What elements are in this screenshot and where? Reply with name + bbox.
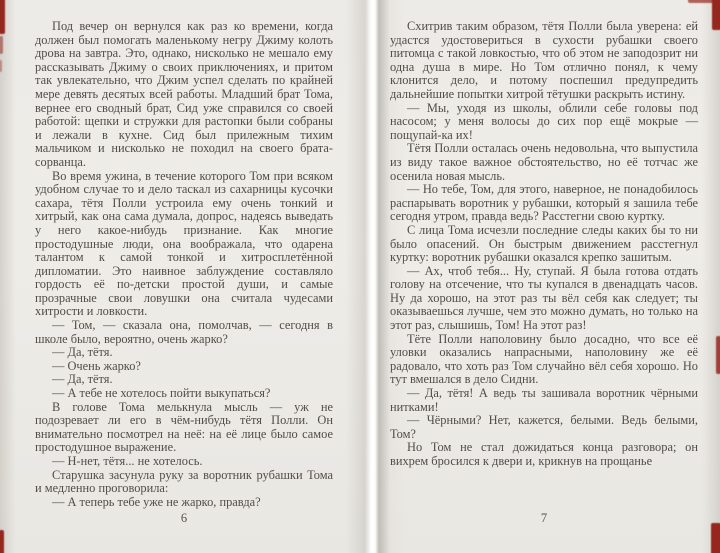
paragraph: Старушка засунула руку за воротник рубашки Тома и медленно проговорила:	[35, 467, 333, 496]
left-page-text	[35, 20, 333, 509]
paragraph: Во время ужина, в течение которого Том при всяком удобном случае то и дело таскал из сахарницы кусочки сахара, тётя Полли устроила ему очень тонкий и хитрый, как она сама думала, допрос, надеясь выведать у него какое-нибудь признание. Как многие простодушные люди, она воображала, что одарена талантом к самой тонкой и хитросплетённой дипломатии. Это наивное заблуждение составляло гордость её по-детски простой души, и самые прозрачные свои ловушки она считала чудесами хитрости и ловкости.	[35, 168, 333, 319]
paragraph: С лица Тома исчезли последние следы каких бы то ни было опасений. Он быстрым движением расстегнул куртку: воротник рубашки оказался крепко зашитым.	[390, 222, 698, 265]
paragraph: — Да, тётя.	[52, 345, 113, 360]
cover-edge-mark-bottom-right	[711, 523, 720, 553]
cover-edge-mark-bottom-left	[0, 530, 4, 553]
cover-edge-mark-top-right	[712, 0, 720, 30]
cover-edge-mark-left-1	[0, 36, 3, 54]
cover-edge-mark-right-middle	[716, 336, 720, 374]
paragraph: — А теперь тебе уже не жарко, правда?	[52, 494, 261, 509]
paragraph: — Но тебе, Том, для этого, наверное, не понадобилось распарывать воротник у рубашки, который я зашила тебе сегодня утром, правда ведь? Расстегни свою куртку.	[390, 182, 698, 224]
paragraph: — Ах, чтоб тебя... Ну, ступай. Я была готова отдать голову на отсечение, что ты купался в двенадцать часов. Ну да хорошо, на этот раз ты вёл себя как следует; ты оказываешься лучше, чем это можно думать, но только на этот раз, слышишь, Том! На этот раз!	[390, 263, 698, 333]
paragraph: — Н-нет, тётя... не хотелось.	[52, 454, 203, 468]
paragraph: Но Том не стал дожидаться конца разговора; он вихрем бросился к двери и, крикнув на прощанье	[390, 440, 698, 468]
right-page-number: 7	[540, 511, 548, 525]
paragraph: — Чёрными? Нет, кажется, белыми. Ведь белыми, Том?	[390, 413, 698, 441]
paragraph: — А тебе не хотелось пойти выкупаться?	[52, 386, 271, 401]
cover-edge-mark-top-left	[0, 0, 5, 34]
cover-edge-mark-top-edge	[688, 0, 720, 3]
paragraph: — Мы, уходя из школы, облили себе головы под насосом; у меня волосы до сих пор ещё мокрые — пощупай-ка их!	[390, 100, 698, 142]
paragraph: Схитрив таким образом, тётя Полли была уверена: ей удастся удостовериться в сухости рубашки своего питомца с такой ловкостью, что об этом не заподозрит ни одна душа в мире. Но Том отлично понял, к чему клонится дело, и потому поспешил предупредить дальнейшие попытки хитрой тётушки раскрыть истину.	[390, 19, 698, 101]
paragraph: — Очень жарко?	[52, 358, 141, 373]
left-page-number: 6	[180, 511, 188, 525]
paragraph: — Да, тётя.	[52, 372, 113, 387]
right-page-text	[390, 20, 698, 469]
paragraph: Под вечер он вернулся как раз ко времени, когда должен был помогать маленькому негру Джиму колоть дрова на завтра. Это, однако, нисколько не мешало ему рассказывать Джиму о своих приключениях, и притом так увлекательно, что Джим успел сделать по крайней мере девять десятых всей работы. Младший брат Тома, вернее его сводный брат, Сид уже справился со своей работой: щепки и стружки для растопки были собраны и лежали в кухне. Сид был прилежным тихим мальчиком и нисколько не походил на своего брата-сорванца.	[35, 19, 333, 169]
paragraph: — Да, тётя! А ведь ты зашивала воротник чёрными нитками!	[390, 386, 698, 414]
paragraph: В голове Тома мелькнула мысль — уж не подозревает ли его в чём-нибудь тётя Полли. Он внимательно посмотрел на неё: на её лице было самое простодушное выражение.	[35, 399, 333, 455]
paragraph: Тёте Полли наполовину было досадно, что все её уловки оказались напрасными, наполовину же её радовало, что хоть раз Том случайно вёл себя хорошо. Но тут вмешался в дело Сидни.	[390, 331, 698, 387]
cover-edge-mark-left-2	[0, 60, 2, 72]
paragraph: Тётя Полли осталась очень недовольна, что выпустила из виду такое важное обстоятельство, но её тотчас же осенила новая мысль.	[390, 141, 698, 183]
paragraph: — Том, — сказала она, помолчав, — сегодня в школе было, вероятно, очень жарко?	[35, 318, 333, 346]
